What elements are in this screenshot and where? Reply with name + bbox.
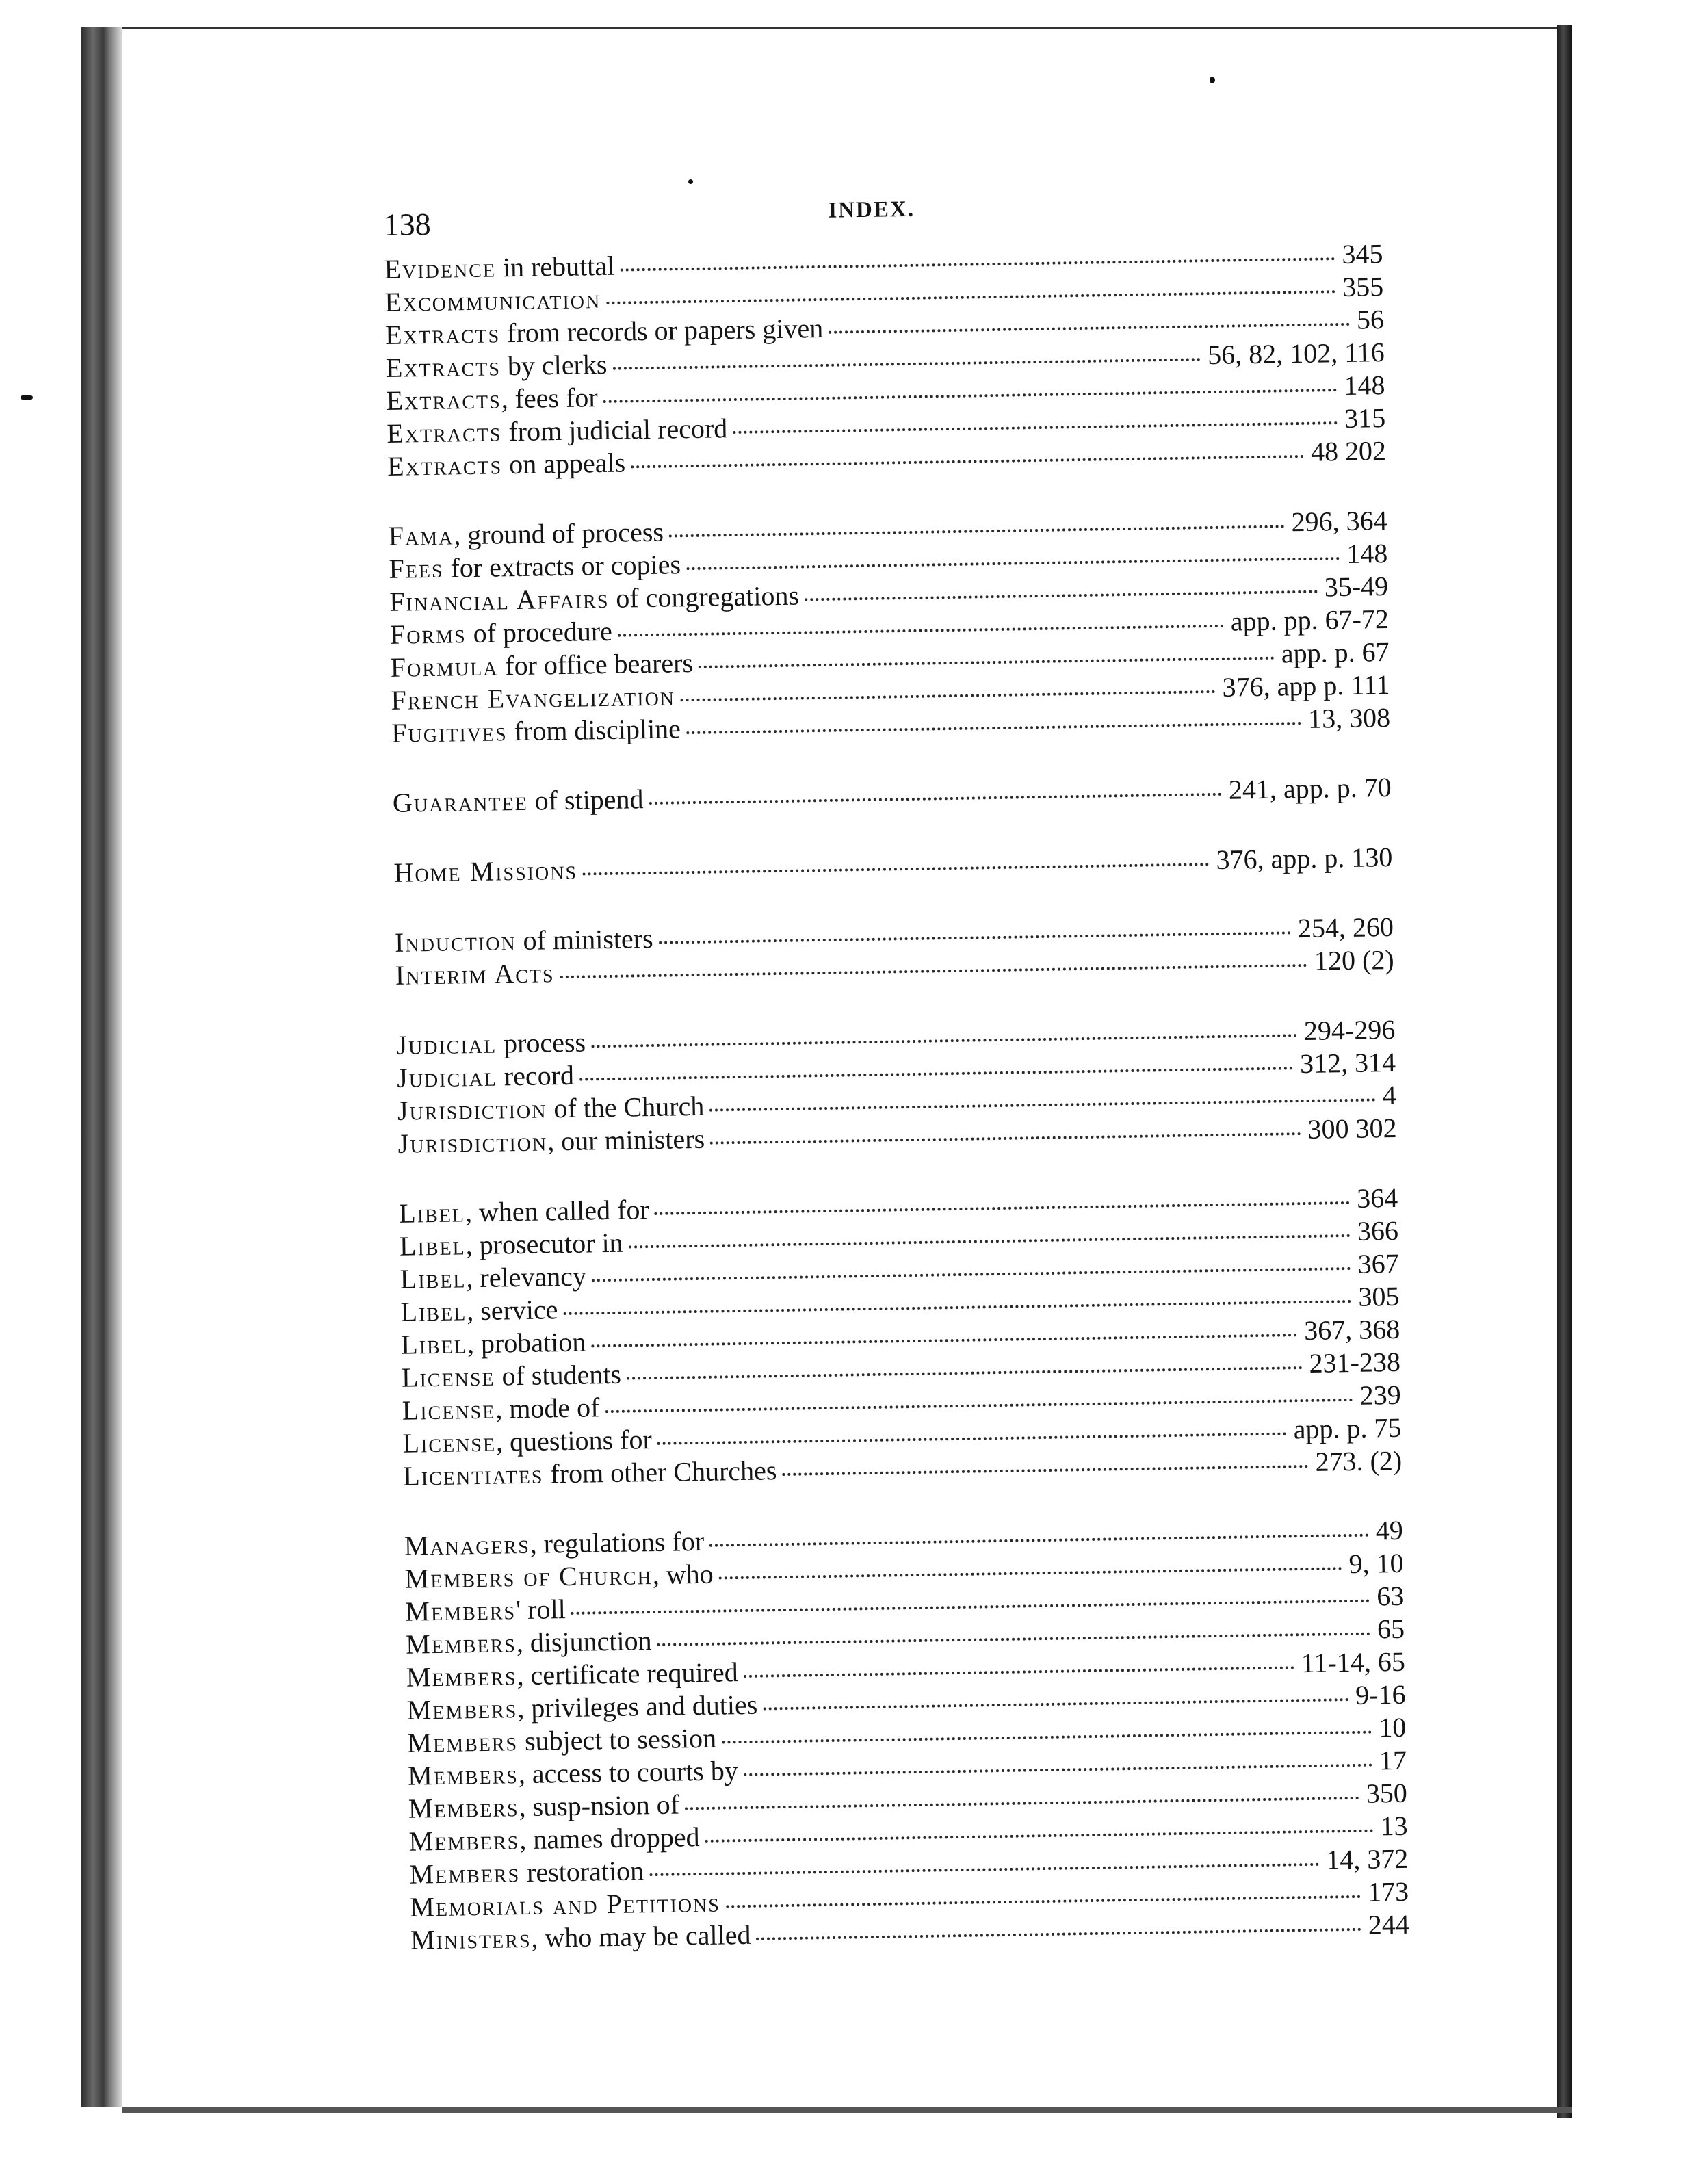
dot-leader <box>571 1600 1370 1615</box>
entry-heading <box>388 516 664 553</box>
dot-leader <box>685 1797 1359 1810</box>
dot-leader <box>603 389 1338 403</box>
entry-subheading: of ministers <box>516 922 653 957</box>
entry-subheading: for extracts or copies <box>443 549 681 584</box>
entry-heading <box>402 1391 599 1427</box>
entry-heading <box>386 348 608 385</box>
entry-heading <box>397 1090 705 1128</box>
entry-heading <box>406 1656 738 1694</box>
entry-heading <box>395 957 554 992</box>
entry-subheading: from records or papers given <box>499 312 824 349</box>
entry-heading <box>384 283 601 319</box>
entry-heading <box>386 381 598 417</box>
entry-lead-word: Members <box>406 1693 518 1726</box>
entry-heading <box>384 250 614 286</box>
entry-heading <box>405 1593 566 1628</box>
entry-subheading: of the Church <box>547 1090 705 1124</box>
page-reference: 11-14, 65 <box>1301 1646 1406 1679</box>
dot-leader <box>605 1399 1353 1413</box>
entry-subheading: , who <box>652 1558 714 1591</box>
dot-leader <box>744 1764 1372 1776</box>
entry-lead-word: Members <box>407 1726 519 1758</box>
index-group <box>399 1182 1402 1493</box>
entry-lead-word: Interim Acts <box>395 957 555 991</box>
page-reference: 300 302 <box>1307 1112 1397 1145</box>
index-list <box>384 237 1409 1957</box>
dot-leader <box>782 1465 1308 1476</box>
page-reference: 367, 368 <box>1303 1313 1400 1347</box>
entry-subheading: subject to session <box>517 1722 717 1757</box>
entry-lead-word: Extracts <box>385 350 501 383</box>
page-reference: 305 <box>1358 1280 1400 1312</box>
entry-lead-word: Fugitives <box>391 716 508 749</box>
entry-heading <box>399 1193 649 1230</box>
page-reference: 273. (2) <box>1315 1444 1402 1477</box>
dot-leader <box>709 1098 1376 1111</box>
page-right-edge <box>1557 25 1572 2118</box>
page-reference: 294-296 <box>1303 1013 1396 1047</box>
page-reference: 296, 364 <box>1291 505 1387 538</box>
entry-subheading: , relevancy <box>466 1260 587 1294</box>
dot-leader <box>627 1366 1303 1380</box>
page-reference: 173 <box>1367 1875 1409 1908</box>
entry-heading <box>406 1689 757 1727</box>
entry-heading <box>396 1026 586 1062</box>
entry-subheading: , probation <box>467 1326 586 1360</box>
entry-subheading: on appeals <box>501 447 626 480</box>
dot-leader <box>606 290 1335 304</box>
dot-leader <box>756 1928 1361 1940</box>
entry-subheading: of students <box>495 1358 622 1392</box>
entry-subheading: from discipline <box>507 713 681 747</box>
index-group <box>395 911 1394 992</box>
entry-subheading: , who may be called <box>531 1919 751 1953</box>
dot-leader <box>744 1666 1294 1678</box>
page-reference: 63 <box>1376 1580 1405 1612</box>
entry-lead-word: Extracts <box>387 416 502 449</box>
dot-leader <box>657 1432 1287 1444</box>
entry-subheading: , mode of <box>495 1392 600 1425</box>
index-entry <box>393 771 1392 820</box>
entry-subheading: from other Churches <box>543 1455 777 1490</box>
entry-lead-word: Judicial <box>396 1061 498 1093</box>
entry-lead-word: Financial Affairs <box>389 582 610 617</box>
entry-lead-word: Members <box>406 1660 517 1693</box>
entry-lead-word: License <box>401 1360 495 1393</box>
page-reference: 315 <box>1344 402 1386 434</box>
dot-leader <box>620 257 1335 271</box>
entry-lead-word: Judicial <box>396 1028 497 1061</box>
entry-heading <box>407 1722 716 1760</box>
entry-heading <box>389 548 681 586</box>
entry-subheading: of congregations <box>608 580 800 614</box>
index-page <box>383 183 1410 1994</box>
index-group <box>396 1013 1397 1160</box>
entry-heading <box>404 1558 714 1596</box>
dot-leader <box>705 1830 1374 1843</box>
entry-subheading: ' roll <box>515 1594 566 1626</box>
dot-leader <box>655 1201 1351 1215</box>
entry-lead-word: License <box>402 1426 497 1459</box>
page-reference: 231-238 <box>1309 1346 1401 1379</box>
entry-subheading: record <box>497 1059 575 1092</box>
page-reference: 254, 260 <box>1297 911 1394 944</box>
dot-leader <box>805 590 1318 601</box>
entry-subheading: process <box>496 1026 586 1059</box>
entry-lead-word: Licentiates <box>402 1458 544 1492</box>
page-reference: 350 <box>1366 1777 1408 1809</box>
entry-subheading: , regulations for <box>530 1525 705 1559</box>
entry-subheading: , our ministers <box>547 1123 705 1157</box>
entry-lead-word: Jurisdiction <box>397 1126 548 1159</box>
dot-leader <box>583 863 1210 875</box>
entry-lead-word: Fama <box>388 519 454 551</box>
page-reference: 13, 308 <box>1307 701 1391 734</box>
entry-subheading: , disjunction <box>516 1625 652 1659</box>
entry-heading <box>397 1059 575 1095</box>
dot-leader <box>564 1300 1352 1315</box>
page-reference: 9-16 <box>1355 1678 1406 1711</box>
entry-subheading: , names dropped <box>519 1821 700 1856</box>
entry-subheading: , access to courts by <box>518 1755 739 1790</box>
entry-heading <box>400 1227 623 1263</box>
entry-heading <box>406 1624 652 1661</box>
entry-lead-word: Members of Church <box>404 1559 653 1594</box>
entry-heading <box>390 615 613 651</box>
page-reference: 355 <box>1342 271 1384 302</box>
page-reference: 120 (2) <box>1314 944 1395 976</box>
index-group <box>388 504 1390 750</box>
dot-leader <box>699 657 1275 668</box>
entry-lead-word: Members <box>405 1627 517 1660</box>
entry-lead-word: Jurisdiction <box>397 1093 547 1126</box>
ink-speck <box>21 395 33 400</box>
page-reference: 48 202 <box>1310 435 1387 467</box>
entry-heading <box>400 1293 558 1329</box>
page-reference: 65 <box>1377 1613 1405 1645</box>
dot-leader <box>631 455 1304 468</box>
dot-leader <box>686 722 1301 734</box>
page-reference: 13 <box>1380 1810 1408 1842</box>
page-reference: app. pp. 67-72 <box>1230 603 1390 637</box>
entry-lead-word: Formula <box>390 650 499 683</box>
entry-heading <box>408 1821 700 1858</box>
entry-lead-word: Libel <box>400 1295 467 1327</box>
entry-heading <box>401 1326 586 1362</box>
entry-heading <box>403 1454 777 1493</box>
entry-lead-word: Extracts <box>387 449 503 482</box>
entry-subheading: restoration <box>519 1855 644 1888</box>
dot-leader <box>709 1534 1369 1547</box>
running-head: INDEX. <box>828 196 915 223</box>
book-binding-edge <box>81 27 122 2107</box>
dot-leader <box>710 1132 1301 1145</box>
dot-leader <box>649 1863 1319 1876</box>
entry-heading <box>389 580 799 619</box>
dot-leader <box>719 1567 1342 1579</box>
entry-heading <box>410 1886 720 1924</box>
entry-heading <box>402 1423 652 1460</box>
entry-subheading: , questions for <box>495 1424 653 1457</box>
dot-leader <box>659 931 1291 944</box>
page-reference: 241, app. p. 70 <box>1228 771 1392 805</box>
index-group <box>393 771 1392 820</box>
ink-speck <box>1210 77 1215 83</box>
dot-leader <box>686 557 1340 570</box>
page-reference: 148 <box>1344 369 1385 401</box>
dot-leader <box>722 1731 1372 1744</box>
index-entry <box>393 841 1393 889</box>
entry-lead-word: Ministers <box>410 1922 532 1955</box>
entry-heading <box>395 922 653 959</box>
entry-heading <box>408 1754 738 1793</box>
page-reference: 376, app p. 111 <box>1222 668 1390 703</box>
entry-subheading: of stipend <box>527 783 644 816</box>
dot-leader <box>592 1267 1351 1282</box>
entry-lead-word: Home Missions <box>393 854 578 888</box>
page-reference: 49 <box>1375 1514 1404 1546</box>
entry-lead-word: Fees <box>389 552 444 584</box>
entry-lead-word: Libel <box>399 1230 467 1262</box>
entry-subheading: , prosecutor in <box>465 1227 623 1261</box>
dot-leader <box>681 690 1216 701</box>
page-reference: 148 <box>1346 538 1388 569</box>
page-reference: app. p. 67 <box>1281 636 1390 669</box>
page-reference: app. p. 75 <box>1293 1412 1402 1445</box>
entry-lead-word: Evidence <box>384 252 497 285</box>
entry-lead-word: Members <box>409 1857 521 1890</box>
entry-subheading: in rebuttal <box>495 250 615 283</box>
entry-lead-word: Members <box>405 1594 517 1627</box>
entry-heading <box>397 1123 705 1160</box>
dot-leader <box>763 1698 1348 1710</box>
page-number: 138 <box>383 206 431 242</box>
page-reference: 9, 10 <box>1348 1547 1404 1580</box>
page-reference: 14, 372 <box>1325 1843 1409 1875</box>
entry-lead-word: Members <box>408 1824 520 1857</box>
entry-subheading: , certificate required <box>517 1656 738 1691</box>
entry-lead-word: License <box>402 1393 496 1426</box>
page-reference: 244 <box>1368 1908 1410 1940</box>
page-reference: 364 <box>1356 1182 1398 1214</box>
dot-leader <box>669 525 1285 537</box>
entry-heading <box>404 1525 705 1563</box>
entry-heading <box>391 712 681 750</box>
entry-lead-word: Extracts <box>386 383 501 416</box>
entry-lead-word: Members <box>408 1791 519 1824</box>
page-reference: 345 <box>1342 238 1383 270</box>
page-reference: 366 <box>1357 1214 1399 1247</box>
entry-subheading: , fees for <box>501 382 599 415</box>
dot-leader <box>579 1067 1293 1080</box>
dot-leader <box>591 1034 1297 1048</box>
entry-subheading: , privileges and duties <box>517 1689 758 1724</box>
entry-heading <box>390 647 693 684</box>
index-group <box>393 841 1393 889</box>
entry-lead-word: Excommunication <box>384 283 601 317</box>
entry-subheading: , susp-nsion of <box>519 1789 680 1823</box>
dot-leader <box>629 1234 1351 1249</box>
dot-leader <box>733 421 1338 434</box>
dot-leader <box>591 1334 1297 1347</box>
dot-leader <box>829 323 1350 334</box>
dot-leader <box>649 793 1223 805</box>
page-reference: 4 <box>1382 1079 1397 1111</box>
entry-heading <box>393 783 644 820</box>
entry-lead-word: Members <box>407 1758 519 1791</box>
index-group <box>384 237 1386 483</box>
entry-heading <box>391 679 675 717</box>
page-reference: 56, 82, 102, 116 <box>1207 337 1385 371</box>
entry-heading <box>387 446 626 482</box>
entry-lead-word: Libel <box>398 1197 466 1229</box>
entry-lead-word: Induction <box>394 925 517 958</box>
entry-heading <box>387 412 728 450</box>
page-reference: 367 <box>1357 1247 1399 1279</box>
dot-leader <box>618 625 1224 637</box>
entry-lead-word: Libel <box>400 1328 468 1360</box>
entry-lead-word: Libel <box>400 1262 467 1295</box>
entry-lead-word: Forms <box>389 618 467 650</box>
index-group <box>404 1514 1410 1957</box>
page-reference: 312, 314 <box>1299 1046 1396 1080</box>
page-reference: 35-49 <box>1324 570 1389 603</box>
entry-heading <box>410 1919 751 1957</box>
entry-subheading: of procedure <box>466 615 613 649</box>
entry-heading <box>385 312 824 352</box>
entry-subheading: from judicial record <box>501 413 728 447</box>
entry-heading <box>408 1788 680 1825</box>
entry-subheading: for office bearers <box>497 647 694 681</box>
dot-leader <box>612 358 1201 370</box>
entry-lead-word: Memorials and Petitions <box>409 1886 721 1923</box>
dot-leader <box>560 964 1308 978</box>
entry-lead-word: Managers <box>404 1528 531 1561</box>
page-reference: 376, app. p. 130 <box>1216 841 1393 875</box>
page-bottom-edge <box>122 2107 1572 2113</box>
dot-leader <box>657 1633 1371 1646</box>
entry-lead-word: Extracts <box>384 317 501 350</box>
entry-heading <box>400 1260 586 1296</box>
ink-speck <box>688 179 693 184</box>
entry-heading <box>393 854 577 889</box>
entry-heading <box>409 1854 644 1890</box>
entry-subheading: , service <box>466 1294 558 1327</box>
page-reference: 17 <box>1379 1744 1407 1776</box>
dot-leader <box>726 1895 1361 1908</box>
entry-lead-word: Guarantee <box>392 785 528 818</box>
entry-heading <box>402 1358 622 1394</box>
page-reference: 239 <box>1359 1379 1401 1411</box>
entry-subheading: , ground of process <box>453 516 664 551</box>
entry-subheading: , when called for <box>465 1194 650 1228</box>
page-reference: 56 <box>1356 304 1385 335</box>
entry-lead-word: French Evangelization <box>391 680 676 716</box>
entry-subheading: by clerks <box>500 348 608 382</box>
page-reference: 10 <box>1378 1711 1407 1743</box>
